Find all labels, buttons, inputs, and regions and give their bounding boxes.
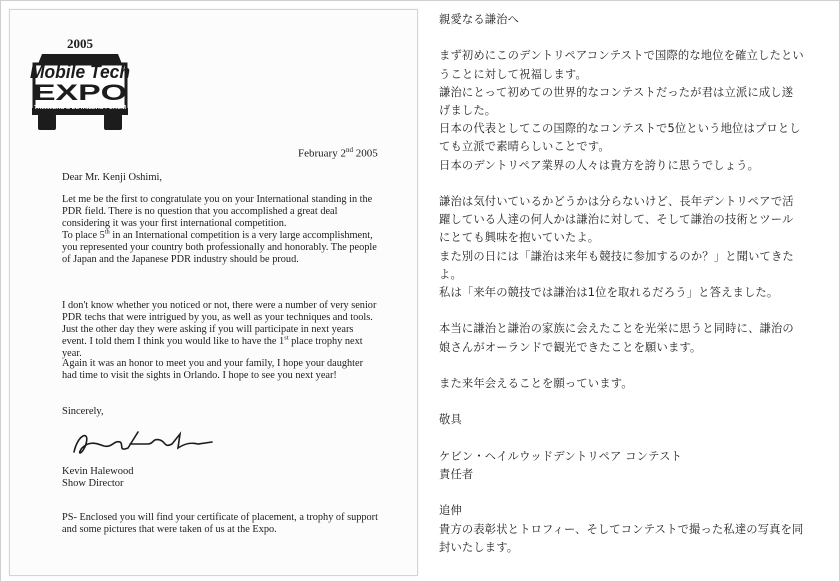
signer-name: Kevin Halewood bbox=[62, 466, 134, 477]
spacer bbox=[439, 430, 834, 448]
letter-line: considering it was your first international competition. bbox=[62, 217, 287, 229]
truck-wheel-right bbox=[104, 114, 122, 130]
translation-greeting: 親愛なる謙治へ bbox=[439, 13, 520, 26]
spacer bbox=[439, 29, 834, 47]
logo-line1: Mobile Tech bbox=[30, 62, 131, 82]
translation-line: 貴方の表彰状とトロフィー、そしてコンテストで撮った私達の写真を同 bbox=[439, 522, 804, 536]
scanned-letter bbox=[9, 9, 418, 576]
spacer bbox=[439, 393, 834, 411]
letter-line: and some pictures that were taken of us at the Expo. bbox=[62, 524, 277, 535]
letter-salutation: Dear Mr. Kenji Oshimi, bbox=[62, 172, 163, 183]
translation-ps-label: 追伸 bbox=[439, 504, 462, 518]
translation-line: ても立派で素晴らしいことです。 bbox=[439, 140, 610, 154]
translation-signer-org: ケビン・ヘイルウッドデントリペア コンテスト bbox=[439, 449, 682, 463]
letter-line: Just the other day they were asking if you will participate in next years bbox=[62, 323, 354, 335]
letter-line: year. bbox=[62, 347, 82, 359]
letter-line: PS- Enclosed you will find your certificate of placement, a trophy of support bbox=[62, 512, 378, 523]
japanese-translation bbox=[439, 11, 834, 557]
translation-signer-title: 責任者 bbox=[439, 467, 474, 481]
logo-line2: EXPO bbox=[33, 80, 127, 105]
letter-line: PDR techs that were intrigued by you, as well as your techniques and tools. bbox=[62, 311, 373, 323]
spacer bbox=[439, 357, 834, 375]
spacer bbox=[439, 175, 834, 193]
letter-closing: Sincerely, bbox=[62, 406, 104, 417]
letter-paragraph-1 bbox=[62, 194, 397, 265]
translation-line: うことに対して祝福します。 bbox=[439, 67, 587, 81]
letter-line: PDR field. There is no question that you accomplished a great deal bbox=[62, 205, 338, 217]
translation-line: 封いたします。 bbox=[439, 540, 519, 554]
translation-line: 謙治にとって初めての世界的なコンテストだったが君は立派に成し遂 bbox=[439, 85, 794, 99]
letter-line: event. I told them I think you would like to have the 1st place trophy next bbox=[62, 334, 363, 347]
translation-line: 私は「来年の競技では謙治は1位を取れるだろう」と答えました。 bbox=[439, 286, 779, 300]
mobile-tech-expo-logo bbox=[24, 24, 136, 136]
letter-line: I don't know whether you noticed or not, there were a number of very senior bbox=[62, 300, 377, 311]
letter-line: you represented your country both professionally and honorably. The people bbox=[62, 241, 377, 253]
translation-line: 躍している人達の何人かは謙治に対して、そして謙治の技術とツール bbox=[439, 213, 794, 227]
translation-line: また別の日には「謙治は来年も競技に参加するのか？」と聞いてきた bbox=[439, 249, 794, 263]
translation-line: 娘さんがオーランドで観光できたことを願います。 bbox=[439, 340, 702, 354]
letter-line: Again it was an honor to meet you and your family, I hope your daughter bbox=[62, 358, 364, 369]
letter-line: had time to visit the sights in Orlando. I hope to see you next year! bbox=[62, 369, 337, 381]
logo-tagline: TRIMMERS & DETAILERS FORUM bbox=[34, 105, 127, 111]
letter-line: To place 5th in an International competition is a very large accomplishment, bbox=[62, 228, 373, 241]
translation-line: まず初めにこのデントリペアコンテストで国際的な地位を確立したとい bbox=[439, 49, 804, 63]
logo-year: 2005 bbox=[67, 36, 93, 51]
translation-line: げました。 bbox=[439, 104, 497, 117]
translation-line: また来年会えることを願っています。 bbox=[439, 377, 633, 390]
translation-line: 謙治は気付いているかどうかは分らないけど、長年デントリペアで活 bbox=[439, 195, 794, 208]
letter-paragraph-2 bbox=[62, 300, 397, 360]
translation-closing: 敬具 bbox=[439, 413, 462, 427]
letter-line: Let me be the first to congratulate you on your International standing in the bbox=[62, 194, 373, 205]
spacer bbox=[439, 484, 834, 502]
truck-wheel-left bbox=[38, 114, 56, 130]
letter-line: of Japan and the Japanese PDR industry should be proud. bbox=[62, 253, 299, 265]
letter-paragraph-3 bbox=[62, 358, 397, 382]
translation-line: にとても興味を抱いていたよ。 bbox=[439, 231, 600, 245]
translation-line: 本当に謙治と謙治の家族に会えたことを光栄に思うと同時に、謙治の bbox=[439, 322, 794, 336]
spacer bbox=[439, 302, 834, 320]
letter-postscript bbox=[62, 512, 402, 536]
translation-line: 日本のデントリペア業界の人々は貴方を誇りに思うでしょう。 bbox=[439, 158, 760, 172]
handwritten-signature bbox=[68, 422, 218, 462]
translation-line: よ。 bbox=[439, 267, 462, 281]
signer-title: Show Director bbox=[62, 478, 124, 489]
letter-date: February 2nd 2005 bbox=[298, 146, 378, 160]
letter-signer bbox=[62, 466, 133, 490]
translation-line: 日本の代表としてこの国際的なコンテストで5位という地位はプロとし bbox=[439, 122, 801, 136]
